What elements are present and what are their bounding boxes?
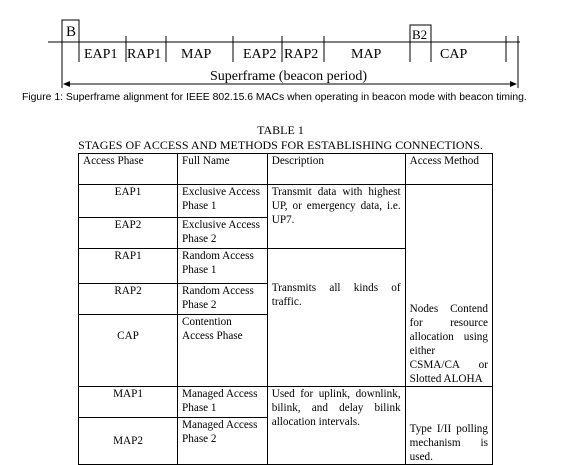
- header-full-name: Full Name: [178, 154, 268, 185]
- segment-label-map2: MAP: [351, 47, 382, 62]
- fullname-cap: Contention Access Phase: [178, 315, 268, 387]
- fullname-eap2: Exclusive Access Phase 2: [178, 218, 268, 249]
- fullname-rap1: Random Access Phase 1: [178, 249, 268, 284]
- phase-rap2: RAP2: [79, 284, 178, 315]
- phase-rap1: RAP1: [79, 249, 178, 284]
- superframe-label: Superframe (beacon period): [210, 69, 368, 84]
- beacon-label: B: [66, 24, 77, 40]
- fullname-rap2: Random Access Phase 2: [178, 284, 268, 315]
- table-row: [79, 387, 493, 418]
- superframe-diagram: [0, 0, 561, 92]
- figure-caption: Figure 1: Superframe alignment for IEEE 802.15.6 MACs when operating in beacon mode with beacon timing.: [22, 92, 527, 103]
- header-access-method: Access Method: [405, 154, 492, 185]
- segment-label-cap: CAP: [440, 47, 468, 62]
- fullname-map2: Managed Access Phase 2: [178, 418, 268, 465]
- beacon2-label: B2: [412, 27, 428, 42]
- header-description: Description: [267, 154, 405, 185]
- phase-map1: MAP1: [79, 387, 178, 418]
- table-number: TABLE 1: [257, 123, 304, 137]
- header-access-phase: Access Phase: [79, 154, 178, 185]
- method-polling: Type I/II polling mechanism is used.: [405, 387, 492, 465]
- method-contention: Nodes Contend for resource allocation using either CSMA/CA or Slotted ALOHA: [405, 185, 492, 387]
- fullname-map1: Managed Access Phase 1: [178, 387, 268, 418]
- description-rap-cap: Transmits all kinds of traffic.: [267, 249, 405, 387]
- segment-label-eap2: EAP2: [243, 47, 277, 62]
- description-eap: Transmit data with highest UP, or emergency data, i.e. UP7.: [267, 185, 405, 249]
- segment-label-rap1: RAP1: [127, 47, 162, 62]
- table-title: STAGES OF ACCESS AND METHODS FOR ESTABLISHING CONNECTIONS.: [78, 138, 483, 152]
- phase-eap2: EAP2: [79, 218, 178, 249]
- stages-table: [78, 153, 493, 465]
- phase-cap: CAP: [79, 315, 178, 387]
- phase-eap1: EAP1: [79, 185, 178, 218]
- table-row: [79, 185, 493, 218]
- description-map: Used for uplink, downlink, bilink, and delay bilink allocation intervals.: [267, 387, 405, 465]
- fullname-eap1: Exclusive Access Phase 1: [178, 185, 268, 218]
- segment-label-eap1: EAP1: [84, 47, 118, 62]
- phase-map2: MAP2: [79, 418, 178, 465]
- table-header-row: [79, 154, 493, 185]
- segment-label-rap2: RAP2: [284, 47, 319, 62]
- segment-label-map1: MAP: [181, 47, 212, 62]
